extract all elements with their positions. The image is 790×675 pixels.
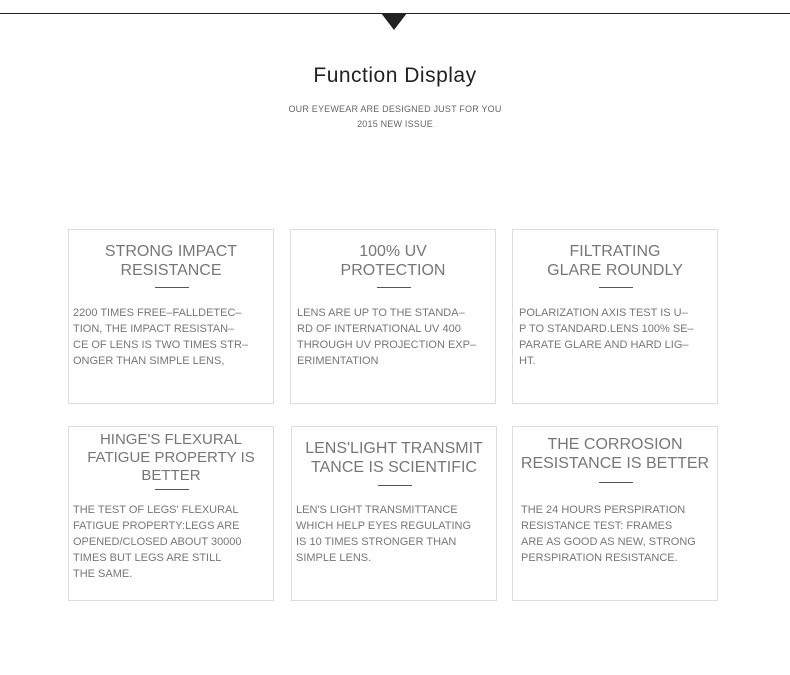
- feature-card-divider: [599, 482, 633, 483]
- feature-card-title: THE CORROSION RESISTANCE IS BETTER: [520, 436, 710, 472]
- feature-card-divider: [155, 287, 189, 288]
- feature-card-divider: [378, 485, 412, 486]
- feature-card-title: 100% UV PROTECTION: [340, 243, 446, 279]
- feature-card-title: FILTRATING GLARE ROUNDLY: [547, 243, 683, 279]
- feature-card-text: THE 24 HOURS PERSPIRATION RESISTANCE TEST: FRAMES ARE AS GOOD AS NEW, STRONG PERSPIRATION RESISTANCE.: [521, 504, 696, 564]
- page-subtitle-issue: 2015 NEW ISSUE: [357, 119, 433, 129]
- feature-card-title: HINGE'S FLEXURAL FATIGUE PROPERTY IS BETTER: [87, 431, 255, 484]
- feature-card-divider: [599, 287, 633, 288]
- down-arrow-icon: [381, 13, 407, 30]
- feature-card-glare: [512, 229, 718, 404]
- feature-card-divider: [155, 489, 189, 490]
- feature-card-title: LENS'LIGHT TRANSMIT TANCE IS SCIENTIFIC: [305, 440, 483, 476]
- feature-card-hinge: [68, 426, 274, 601]
- feature-card-text: THE TEST OF LEGS' FLEXURAL FATIGUE PROPERTY:LEGS ARE OPENED/CLOSED ABOUT 30000 TIMES BUT LEGS ARE STILL THE SAME.: [73, 504, 242, 580]
- feature-card-text: LENS ARE UP TO THE STANDA– RD OF INTERNATIONAL UV 400 THROUGH UV PROJECTION EXP– ERIMENTATION: [297, 307, 477, 367]
- feature-card-uv: [290, 229, 496, 404]
- page-title: Function Display: [313, 64, 477, 87]
- page-subtitle: OUR EYEWEAR ARE DESIGNED JUST FOR YOU: [288, 104, 502, 114]
- feature-card-text: 2200 TIMES FREE–FALLDETEC– TION, THE IMPACT RESISTAN– CE OF LENS IS TWO TIMES STR– ONGER THAN SIMPLE LENS,: [73, 307, 249, 367]
- feature-card-divider: [377, 287, 411, 288]
- feature-card-title: STRONG IMPACT RESISTANCE: [104, 243, 238, 279]
- feature-card-transmittance: [291, 426, 497, 601]
- feature-card-text: POLARIZATION AXIS TEST IS U– P TO STANDARD.LENS 100% SE– PARATE GLARE AND HARD LIG– HT.: [519, 307, 694, 367]
- feature-card-text: LEN'S LIGHT TRANSMITTANCE WHICH HELP EYES REGULATING IS 10 TIMES STRONGER THAN SIMPLE LENS.: [296, 504, 472, 564]
- feature-card-corrosion: [512, 426, 718, 601]
- feature-card-impact: [68, 229, 274, 404]
